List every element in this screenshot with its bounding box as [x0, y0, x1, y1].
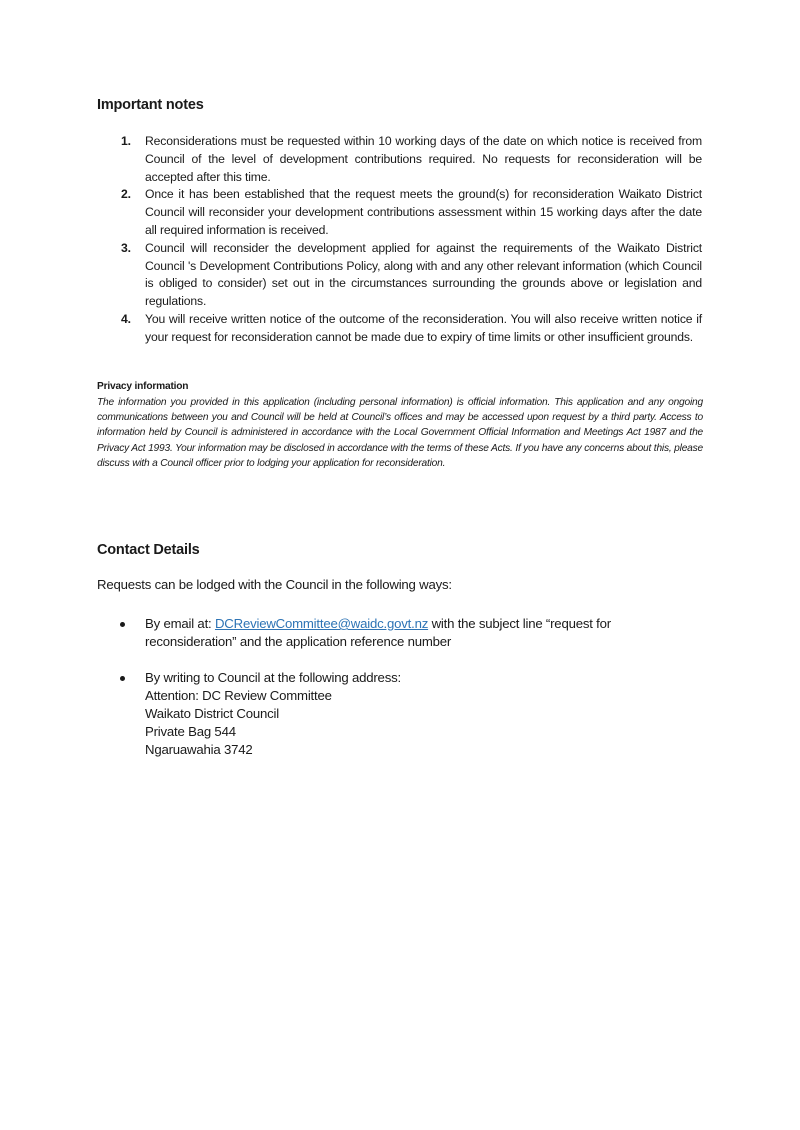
note-number: 2. — [121, 187, 131, 202]
address-line-attention: Attention: DC Review Committee — [145, 688, 332, 703]
email-bullet — [120, 615, 680, 651]
note-text: Reconsiderations must be requested within 10 working days of the date on which notice is received from Council of the level of development contributions required. No requests for reconsideration will be accepted after this time. — [145, 134, 702, 184]
note-number: 4. — [121, 311, 131, 326]
contact-intro: Requests can be lodged with the Council in the following ways: — [97, 577, 452, 592]
post-bullet-text — [145, 669, 680, 759]
note-item — [120, 186, 702, 239]
address-line-town: Ngaruawahia 3742 — [145, 742, 253, 757]
email-prefix: By email at: — [145, 616, 215, 631]
address-line-council: Waikato District Council — [145, 706, 279, 721]
note-number: 1. — [121, 134, 131, 148]
email-bullet-text — [145, 615, 680, 651]
email-link[interactable]: DCReviewCommittee@waidc.govt.nz — [214, 616, 429, 631]
post-lead: By writing to Council at the following address: — [145, 670, 401, 685]
email-suffix: with the subject line “request for reconsideration” and the application reference number — [145, 616, 611, 649]
note-item — [120, 311, 702, 347]
note-text: Council will reconsider the development applied for against the requirements of the Waikato District Council 's Development Contributions Policy, along with and any other relevant information (which Council is obliged to consider) set out in the circumstances surrounding the grounds above or legislation and regulations. — [145, 240, 702, 309]
note-item — [120, 240, 702, 311]
important-notes-list — [120, 133, 702, 347]
bullet-icon — [120, 676, 125, 681]
important-notes-heading: Important notes — [97, 97, 204, 113]
privacy-body: The information you provided in this application (including personal information) is official information. This application and any ongoing communications between you and Council will be held at Council’s offices and may be accessed upon request by a third party. Access to information held by Council is administered in accordance with the Local Government Official Information and Meetings Act 1987 and the Privacy Act 1993. Your information may be disclosed in accordance with the terms of these Acts. If you have any concerns about this, please discuss with a Council officer prior to lodging your application for reconsideration. — [97, 397, 703, 469]
bullet-icon — [120, 622, 125, 627]
note-text: Once it has been established that the request meets the ground(s) for reconsideration Waikato District Council will reconsider your development contributions assessment within 15 working days after the date all required information is received. — [145, 187, 702, 237]
post-bullet — [120, 669, 680, 759]
note-item — [120, 133, 702, 186]
note-text: You will receive written notice of the outcome of the reconsideration. You will also receive written notice if your request for reconsideration cannot be made due to expiry of time limits or other insufficient grounds. — [145, 311, 702, 344]
privacy-heading: Privacy information — [97, 381, 189, 392]
note-number: 3. — [121, 240, 131, 255]
contact-details-heading: Contact Details — [97, 542, 200, 558]
address-line-bag: Private Bag 544 — [145, 724, 236, 739]
